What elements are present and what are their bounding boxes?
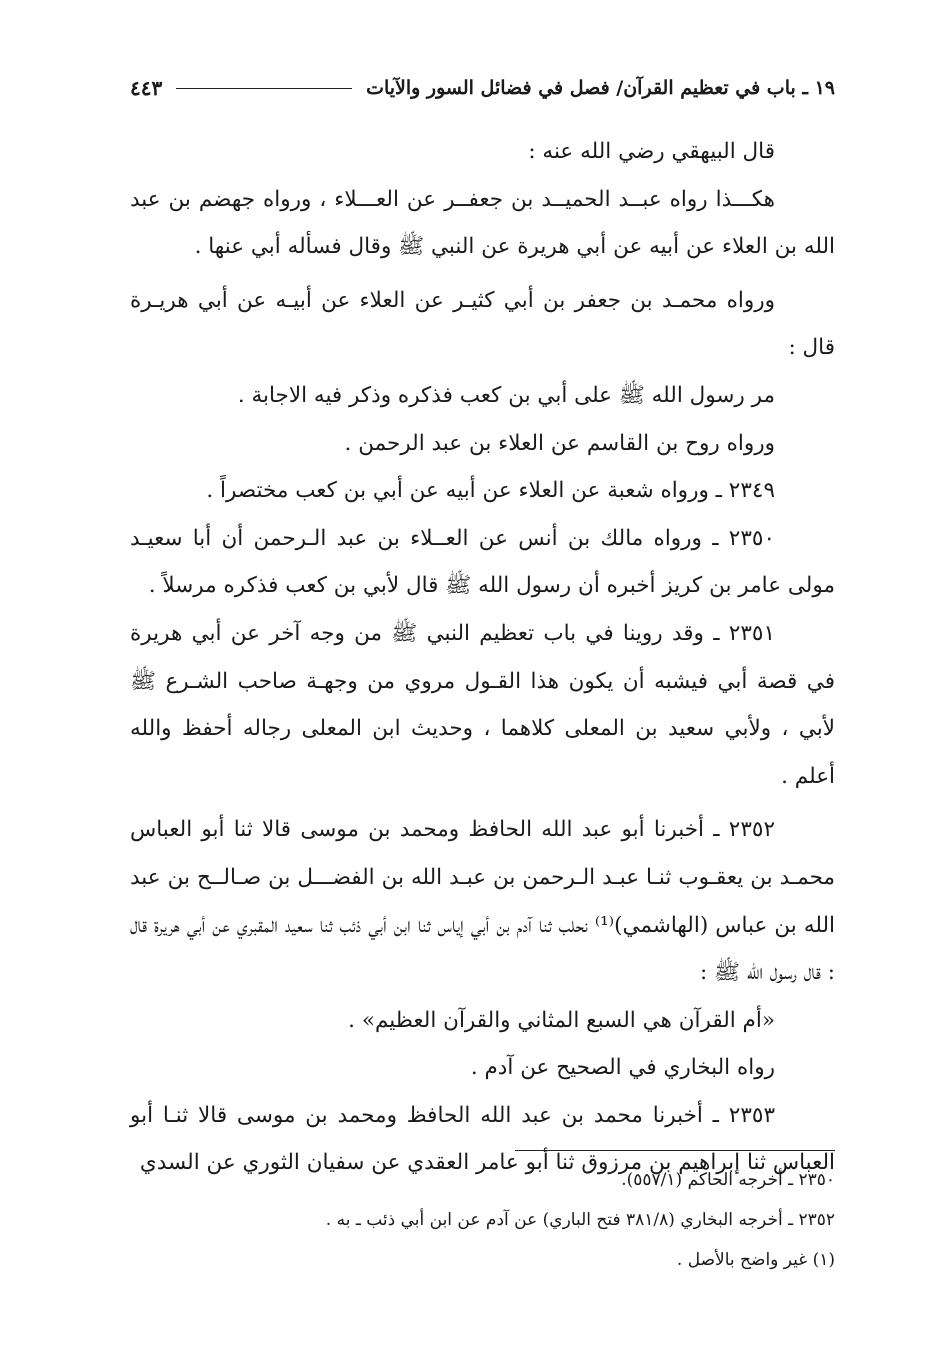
paragraph: مر رسول الله ﷺ على أبي بن كعب فذكره وذكر فيه الاجابة . [237,382,775,408]
footnote-rule [515,1150,835,1151]
paragraph: رواه البخاري في الصحيح عن آدم . [470,1055,775,1081]
paragraph: قال البيهقي رضي الله عنه : [528,139,775,164]
paragraph: ٢٣٥٣ ـ أخبرنا محمد بن عبد الله الحافظ ومحمد بن موسى قالا ثنـا أبو العباس ثنا إبراهيم بن مرزوق ثنا أبو عامر العقدي عن سفيان الثوري عن السدي [130,1102,835,1176]
paragraph: ورواه محمـد بن جعفر بن أبي كثيـر عن العلاء عن أبيـه عن أبي هريـرة قال : [130,287,835,361]
paragraph: هكـــذا رواه عبــد الحميــد بن جعفــر عن العـــلاء ، ورواه جهضم بن عبد الله بن العلاء عن أبيه عن أبي هريرة عن النبي ﷺ وقال فسأله أبي عنها . [130,186,835,260]
footnotes [130,1160,835,1280]
page-header [130,70,835,106]
main-text [130,128,835,1187]
running-title: ١٩ ـ باب في تعظيم القرآن/ فصل في فضائل السور والآيات [366,77,835,99]
footnote: ٢٣٥٢ ـ أخرجه البخاري (٣٨١/٨ فتح الباري) عن آدم عن ابن أبي ذئب ـ به . [325,1210,835,1230]
paragraph: ٢٣٤٩ ـ ورواه شعبة عن العلاء عن أبيه عن أبي بن كعب مختصراً . [206,478,775,504]
header-rule [176,88,352,89]
page-number: ٤٤٣ [130,76,163,100]
paragraph: ٢٣٥٢ ـ أخبرنا أبو عبد الله الحافظ ومحمد بن موسى قالا ثنا أبو العباس محمـد بن يعقـوب ثنـا عبـد الـرحمن بن عبـد الله بن الفضـــل بن صـالــح بن عبد الله بن عباس (الهاشمي)⁽¹⁾ نحلب ثنا آدم بن أبي إياس ثنا ابن أبي ذئب ثنا سعيد المقبري عن أبي هريرة قال : قال رسول الله ﷺ : [130,817,835,986]
footnote: (١) غير واضح بالأصل . [676,1250,835,1270]
paragraph: «أم القرآن هي السبع المثاني والقرآن العظيم» . [348,1007,775,1033]
paragraph: ٢٣٥١ ـ وقد روينا في باب تعظيم النبي ﷺ من وجه آخر عن أبي هريرة في قصة أبي فيشبه أن يكون هذا القـول مروي من وجهـة صاحب الشـرع ﷺ لأبي ، ولأبي سعيد بن المعلى كلاهما ، وحديث ابن المعلى رجاله أحفظ والله أعلم . [130,620,835,789]
paragraph: ٢٣٥٠ ـ ورواه مالك بن أنس عن العــلاء بن عبد الـرحمن أن أبا سعيـد مولى عامر بن كريز أخبره أن رسول الله ﷺ قال لأبي بن كعب فذكره مرسلاً . [130,525,835,599]
paragraph: ورواه روح بن القاسم عن العلاء بن عبد الرحمن . [344,430,775,456]
footnote: ٢٣٥٠ ـ أخرجه الحاكم (٥٥٧/١). [621,1170,835,1190]
